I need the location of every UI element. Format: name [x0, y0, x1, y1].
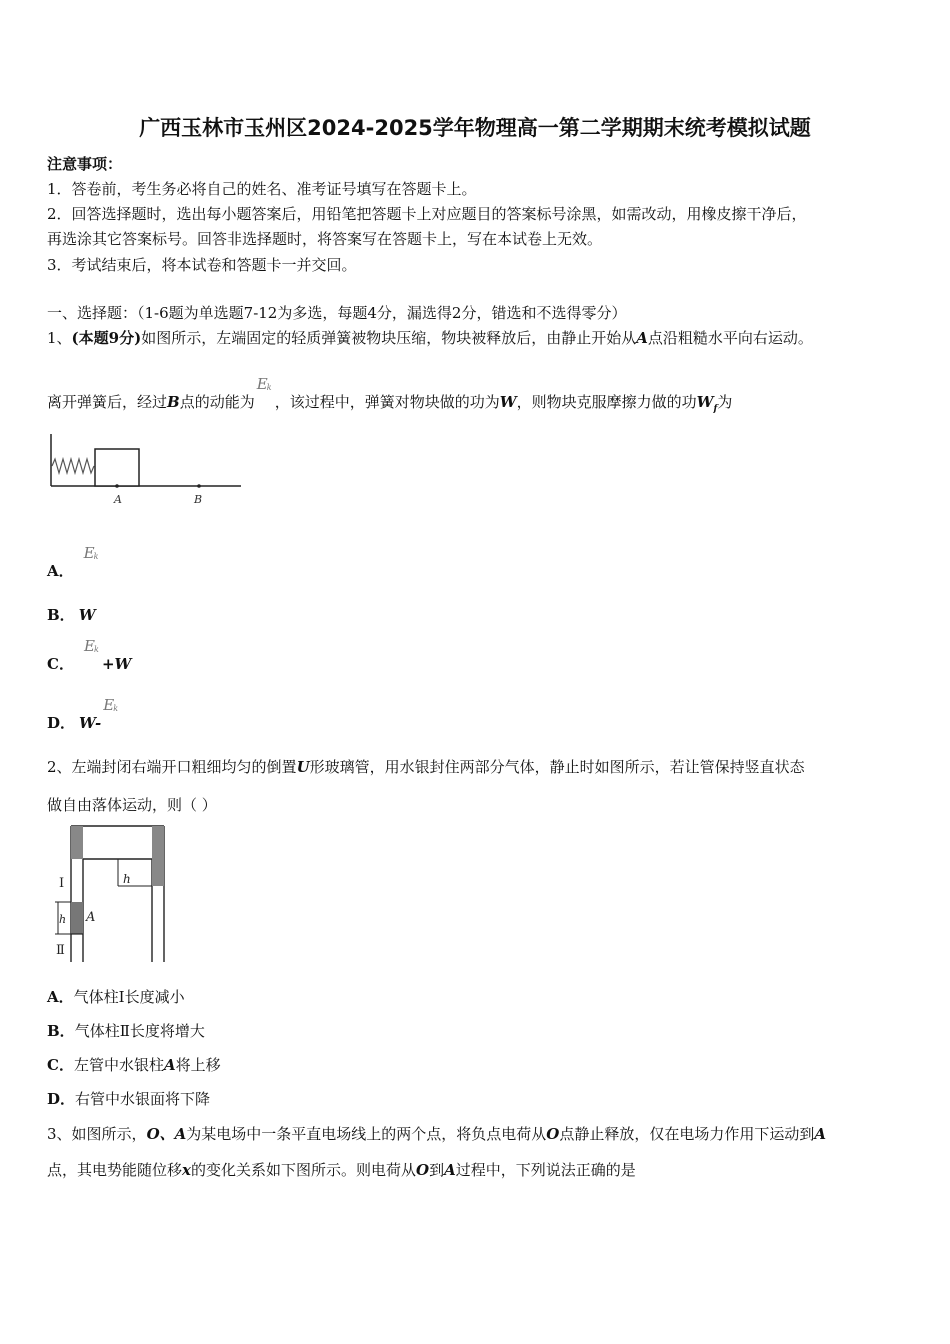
option-d-value: W-	[79, 714, 102, 732]
option-b-label: B．	[47, 606, 75, 624]
q3-x: x	[182, 1161, 191, 1179]
mercury-column-a	[71, 902, 83, 934]
q1-text-c: 离开弹簧后，经过	[47, 393, 168, 411]
q2-u: U	[296, 758, 310, 776]
q1-text-a: 如图所示，左端固定的轻质弹簧被物块压缩，物块被释放后，由静止开始从	[141, 329, 637, 347]
q1-text-e: ，该过程中，弹簧对物块做的功为	[274, 393, 500, 411]
q2-option-a-label: A．	[47, 988, 74, 1006]
opt-c-e: E	[83, 637, 95, 655]
ek-e: E	[256, 375, 268, 393]
notice-item-2-cont: 再选涂其它答案标号。回答非选择题时，将答案写在答题卡上，写在本试卷上无效。	[47, 230, 603, 248]
q2-option-b[interactable]	[47, 1020, 205, 1041]
option-d-label: D．	[47, 714, 76, 732]
q3-a: A	[814, 1125, 827, 1143]
q1-option-c[interactable]	[47, 637, 132, 674]
q1-score-tag: (本题9分)	[71, 329, 142, 347]
option-c-ek	[82, 637, 102, 669]
q1-text-b: 点沿粗糙水平向右运动。	[647, 329, 813, 347]
q3-text-b: 为某电场中一条平直电场线上的两个点，将负点电荷从	[186, 1125, 547, 1143]
option-a-label: A．	[47, 562, 74, 580]
exam-title: 广西玉林市玉州区2024-2025学年物理高一第二学期期末统考模拟试题	[139, 116, 811, 140]
q2-option-b-text: 气体柱Ⅱ长度将增大	[74, 1022, 205, 1040]
q2-option-c-label: C．	[47, 1056, 74, 1074]
q1-work-w: W	[499, 393, 517, 411]
q1-point-a: A	[636, 329, 648, 347]
notice-item-2: 2．回答选择题时，选出每小题答案后，用铅笔把答题卡上对应题目的答案标号涂黑，如需改动，用橡皮擦干净后，	[47, 205, 807, 223]
q2-option-c[interactable]	[47, 1054, 221, 1075]
q3-text-a: 如图所示，	[71, 1125, 147, 1143]
q1-work-wf: W	[696, 393, 714, 411]
q1-line-1	[47, 327, 813, 348]
q2-option-d-label: D．	[47, 1090, 76, 1108]
q1-text-f: ，则物块克服摩擦力做的功	[516, 393, 697, 411]
q2-line-1	[47, 756, 805, 777]
option-b-value: W	[78, 606, 96, 624]
q2-line-2: 做自由落体运动，则（ ）	[47, 796, 217, 814]
section-heading: 一、选择题：（1-6题为单选题7-12为多选，每题4分，漏选得2分，错选和不选得零分）	[47, 304, 627, 322]
opt-a-k: k	[93, 552, 99, 561]
mercury-right	[152, 826, 164, 886]
q3-o: O	[546, 1125, 560, 1143]
q1-text-d: 点的动能为	[179, 393, 255, 411]
q2-option-c-text-a: 左管中水银柱	[73, 1056, 164, 1074]
q3-text-g: 过程中，下列说法正确的是	[455, 1161, 636, 1179]
q2-option-d-text: 右管中水银面将下降	[75, 1090, 211, 1108]
q1-work-wf-sub: f	[713, 404, 718, 414]
notice-item-3: 3．考试结束后，将本试卷和答题卡一并交回。	[47, 256, 357, 274]
q3-text-e: 的变化关系如下图所示。则电荷从	[190, 1161, 416, 1179]
label-gas-i: Ⅰ	[59, 876, 65, 891]
q3-oa: O、A	[146, 1125, 187, 1143]
q1-option-d[interactable]	[47, 696, 121, 733]
q2-text-a: 左端封闭右端开口粗细均匀的倒置	[71, 758, 297, 776]
q3-text-d: 点，其电势能随位移	[47, 1161, 183, 1179]
q3-o2: O	[415, 1161, 430, 1179]
label-h-right: h	[123, 872, 131, 886]
opt-d-k: k	[113, 704, 119, 713]
label-a-tube: A	[86, 910, 96, 925]
q3-a2: A	[444, 1161, 456, 1179]
label-b: B	[194, 493, 203, 506]
option-d-ek	[101, 696, 121, 728]
q2-number: 2、	[47, 758, 72, 776]
point-b-dot	[197, 484, 201, 488]
q2-text-b: 形玻璃管，用水银封住两部分气体，静止时如图所示，若让管保持竖直状态	[309, 758, 805, 776]
block	[95, 449, 139, 486]
spring-block-figure	[44, 428, 244, 508]
label-gas-ii: Ⅱ	[56, 943, 65, 958]
q3-line-1	[47, 1123, 826, 1144]
q2-option-d[interactable]	[47, 1088, 210, 1109]
option-a-ek	[82, 544, 102, 576]
q2-option-a-text: 气体柱Ⅰ长度减小	[73, 988, 185, 1006]
option-c-label: C．	[47, 655, 74, 673]
u-tube-figure	[50, 822, 175, 967]
q3-line-2	[47, 1159, 636, 1180]
spring-coil	[52, 459, 94, 473]
option-c-value: +W	[101, 655, 132, 673]
q2-option-c-text-b: 将上移	[175, 1056, 221, 1074]
label-a: A	[114, 493, 122, 506]
q2-option-b-label: B．	[47, 1022, 75, 1040]
notice-heading: 注意事项：	[47, 155, 123, 173]
q1-point-b: B	[167, 393, 180, 411]
q1-text-g: 为	[717, 393, 733, 411]
notice-item-1: 1．答卷前，考生务必将自己的姓名、准考证号填写在答题卡上。	[47, 180, 477, 198]
q3-text-c: 点静止释放，仅在电场力作用下运动到	[559, 1125, 815, 1143]
q3-text-f: 到	[429, 1161, 445, 1179]
opt-c-k: k	[93, 645, 99, 654]
q3-number: 3、	[47, 1125, 72, 1143]
mercury-top-left	[71, 826, 83, 859]
point-a-dot	[115, 484, 119, 488]
opt-d-e: E	[103, 696, 115, 714]
opt-a-e: E	[83, 544, 95, 562]
q1-option-b[interactable]	[47, 604, 96, 625]
ek-k: k	[266, 383, 272, 392]
q1-option-a[interactable]	[47, 544, 102, 581]
q1-number: 1、	[47, 329, 72, 347]
q2-option-a[interactable]	[47, 986, 185, 1007]
kinetic-energy-symbol	[255, 375, 275, 407]
q2-option-c-a: A	[163, 1056, 176, 1074]
label-h-left: h	[59, 913, 67, 926]
q1-line-2	[47, 375, 733, 414]
